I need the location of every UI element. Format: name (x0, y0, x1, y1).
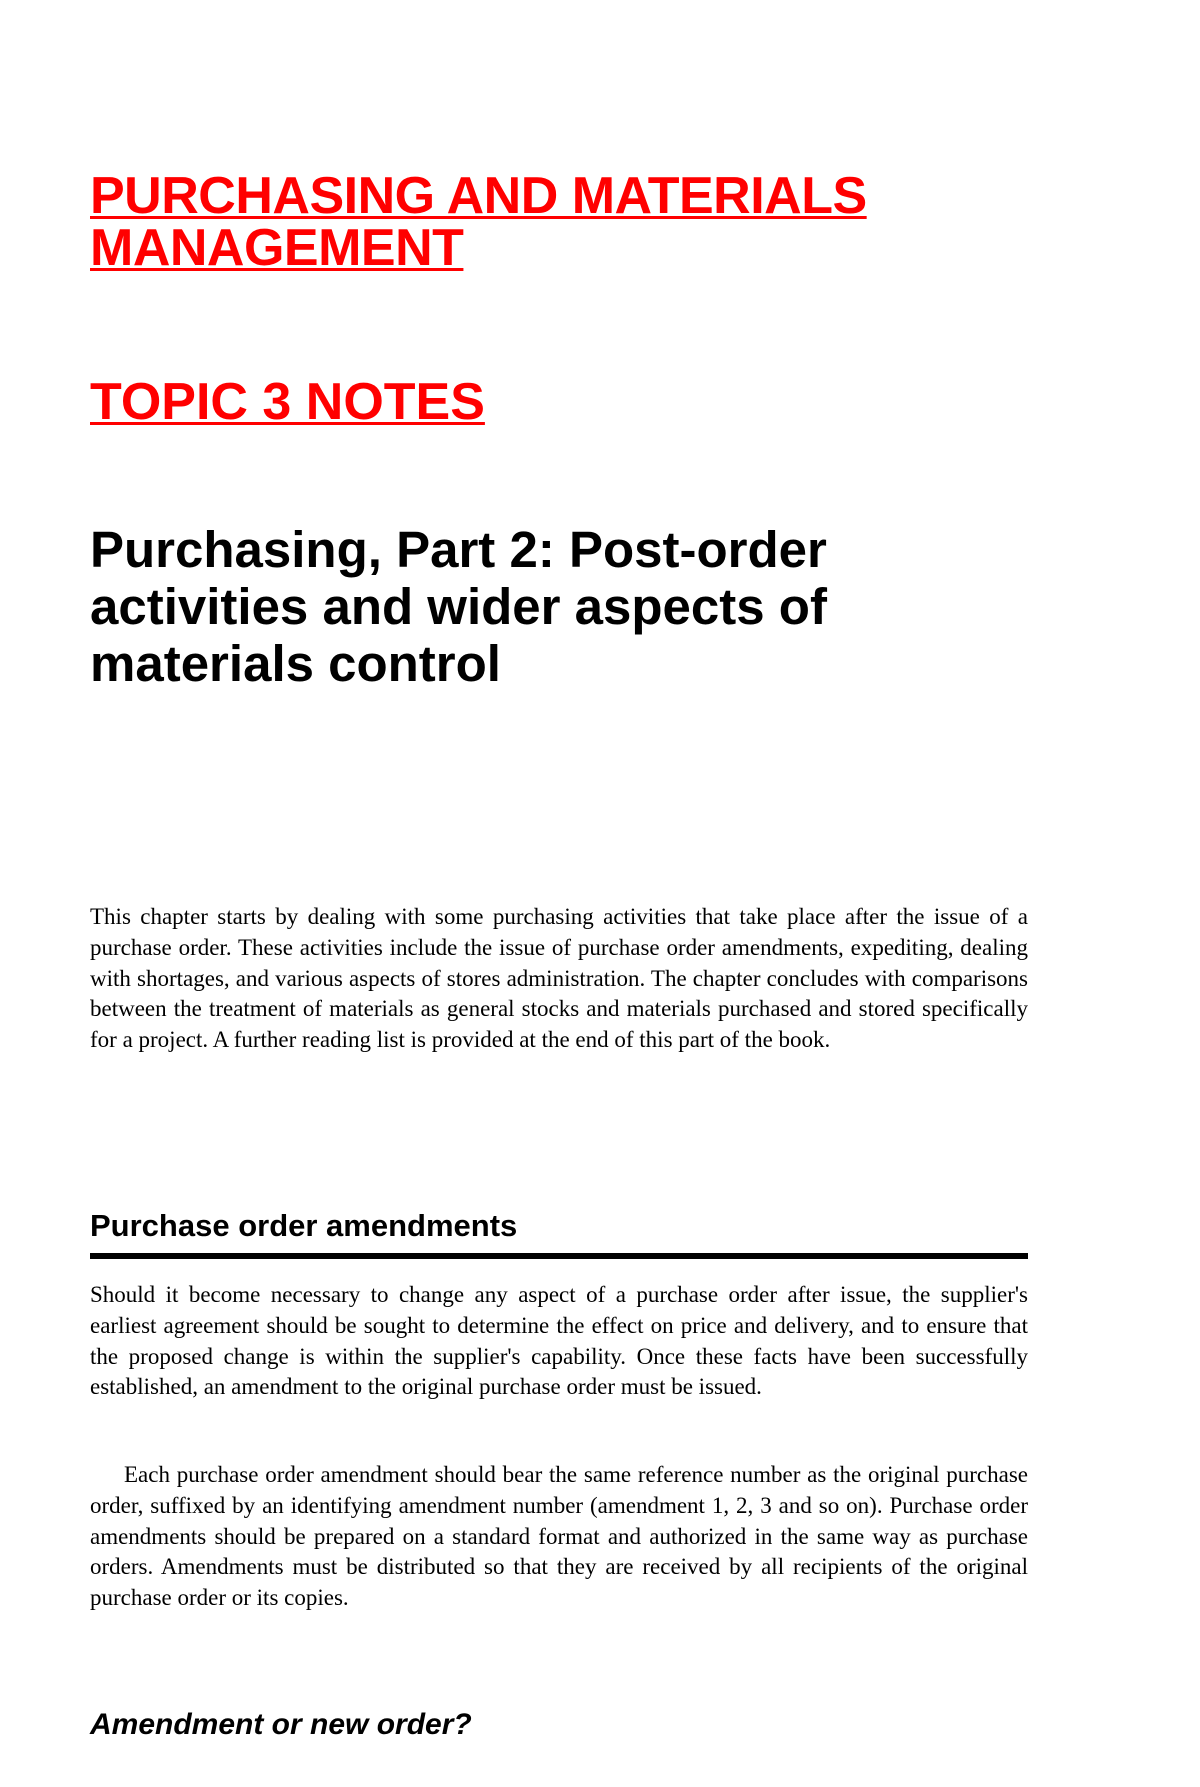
section-paragraph-1: Should it become necessary to change any aspect of a purchase order after issue, the supplier's earliest agreement should be sought to determine the effect on price and delivery, and to ensure that the proposed change is within the supplier's capability. Once these facts have been successfully established, an amendment to the original purchase order must be issued. (90, 1282, 1028, 1400)
section-paragraph-2: Each purchase order amendment should bear the same reference number as the original purchase order, suffixed by an identifying amendment number (amendment 1, 2, 3 and so on). Purchase order amendments should be prepared on a standard format and authorized in the same way as purchase orders. Amendments must be distributed so that they are received by all recipients of the original purchase order or its copies. (90, 1462, 1028, 1611)
section-divider (90, 1253, 1028, 1259)
chapter-title: Purchasing, Part 2: Post-order activities and wider aspects of materials control (90, 521, 827, 692)
intro-paragraph: This chapter starts by dealing with some purchasing activities that take place after the issue of a purchase order. These activities include the issue of purchase order amendments, expediting, dealing with shortages, and various aspects of stores administration. The chapter concludes with comparisons between the treatment of materials as general stocks and materials purchased and stored specifically for a project. A further reading list is provided at the end of this part of the book. (90, 904, 1028, 1053)
section-heading: Purchase order amendments (90, 1208, 518, 1243)
topic-title: TOPIC 3 NOTES (90, 373, 485, 431)
subsection-heading: Amendment or new order? (90, 1708, 472, 1741)
document-title: PURCHASING AND MATERIALS MANAGEMENT (90, 167, 867, 277)
